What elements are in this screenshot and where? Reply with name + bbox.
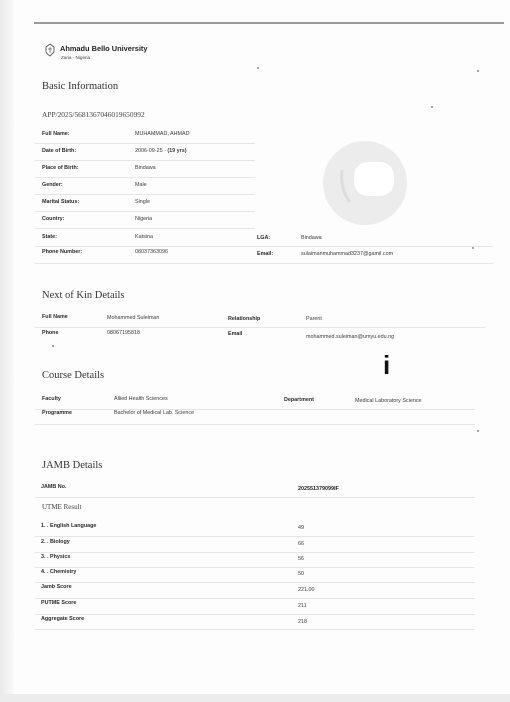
email-value: sulaimanmuhammad3237@gamil.com bbox=[301, 251, 394, 257]
marital-label: Marital Status: bbox=[42, 199, 80, 205]
university-logo-icon bbox=[44, 43, 56, 57]
subject-row bbox=[35, 520, 475, 537]
country-value: Nigeria bbox=[135, 216, 153, 222]
full-name-value: MUHAMMAD, AHMAD bbox=[135, 131, 190, 137]
age-value: (19 yrs) bbox=[167, 148, 187, 154]
row-kin-contact bbox=[35, 327, 485, 344]
state-label: State: bbox=[42, 234, 57, 240]
kin-email-value: mohammed.suleiman@umyu.edu.ng bbox=[306, 334, 395, 340]
application-number: APP/2025/5681367046019650992 bbox=[42, 110, 145, 119]
section-title-basic: Basic Information bbox=[42, 81, 119, 92]
department-label: Department bbox=[284, 397, 314, 403]
stray-mark: i bbox=[383, 350, 391, 380]
pob-value: Bindawa bbox=[135, 165, 156, 171]
kin-name-label: Full Name bbox=[42, 314, 68, 320]
faculty-value: Allied Health Sciences bbox=[114, 396, 168, 402]
scan-speck bbox=[477, 70, 479, 72]
programme-label: Programme bbox=[42, 410, 72, 416]
utme-result-title: UTME Result bbox=[42, 503, 82, 511]
full-name-label: Full Name: bbox=[42, 131, 70, 137]
row-aggregate-score bbox=[35, 613, 475, 630]
subject-score: 56 bbox=[298, 556, 304, 562]
aggregate-score-label: Aggregate Score bbox=[41, 616, 85, 622]
scan-edge-bottom bbox=[0, 694, 510, 702]
scan-speck bbox=[472, 247, 474, 249]
subject-score: 49 bbox=[298, 525, 304, 531]
scan-speck bbox=[257, 67, 259, 69]
passport-photo-placeholder bbox=[322, 140, 408, 226]
putme-score-value: 211 bbox=[298, 603, 307, 609]
section-title-jamb: JAMB Details bbox=[42, 460, 103, 471]
kin-phone-label: Phone bbox=[42, 330, 59, 336]
jamb-score-value: 221.00 bbox=[298, 587, 315, 593]
state-value: Katsina bbox=[135, 234, 153, 240]
row-phone-email bbox=[35, 247, 493, 264]
row-kin-name bbox=[35, 311, 485, 328]
row-dob bbox=[35, 144, 255, 161]
subject-label: 4. . Chemistry bbox=[41, 569, 77, 575]
row-full-name bbox=[35, 127, 255, 144]
aggregate-score-value: 218 bbox=[298, 619, 307, 625]
phone-value: 08037363096 bbox=[135, 249, 168, 255]
kin-name-value: Mohammed Suleiman bbox=[107, 315, 160, 321]
gender-value: Male bbox=[135, 182, 147, 188]
marital-value: Single bbox=[135, 199, 150, 205]
scan-edge bbox=[0, 0, 14, 702]
kin-email-label: Email bbox=[228, 331, 243, 337]
scan-speck bbox=[477, 430, 479, 432]
country-label: Country: bbox=[42, 216, 65, 222]
relationship-label: Relationship bbox=[228, 316, 261, 322]
pob-label: Place of Birth: bbox=[42, 165, 79, 171]
lga-value: Bindawa bbox=[301, 235, 322, 241]
scan-speck bbox=[52, 345, 54, 347]
top-rule bbox=[34, 22, 504, 24]
jamb-score-label: Jamb Score bbox=[41, 584, 72, 590]
row-marital bbox=[35, 195, 255, 212]
gender-label: Gender: bbox=[42, 182, 63, 188]
dob-value: 2006-09-25 - (19 yrs) bbox=[135, 148, 187, 154]
subject-label: 1. . English Language bbox=[41, 523, 97, 529]
section-title-kin: Next of Kin Details bbox=[42, 290, 125, 301]
phone-label: Phone Number: bbox=[42, 249, 83, 255]
row-jamb-no bbox=[35, 481, 475, 498]
row-gender bbox=[35, 178, 255, 195]
faculty-label: Faculty bbox=[42, 396, 61, 402]
putme-score-label: PUTME Score bbox=[41, 600, 77, 606]
row-country bbox=[35, 212, 255, 229]
lga-label: LGA: bbox=[257, 235, 271, 241]
dob-label: Date of Birth: bbox=[42, 148, 77, 154]
relationship-value: Parent bbox=[306, 316, 322, 322]
jamb-no-value: 202551379099IF bbox=[298, 486, 339, 492]
kin-phone-value: 08067195818 bbox=[107, 330, 140, 336]
row-pob bbox=[35, 161, 255, 178]
row-jamb-score bbox=[35, 582, 475, 599]
subject-label: 2. . Biology bbox=[41, 539, 70, 545]
scan-speck bbox=[431, 106, 433, 108]
subject-label: 3. . Physics bbox=[41, 554, 71, 560]
email-label: Email: bbox=[257, 251, 274, 257]
section-title-course: Course Details bbox=[42, 370, 105, 381]
subject-score: 50 bbox=[298, 571, 304, 577]
university-location: Zaria - Nigeria bbox=[61, 55, 91, 60]
programme-value: Bachelor of Medical Lab. Science bbox=[114, 410, 195, 416]
subject-score: 66 bbox=[298, 541, 304, 547]
jamb-no-label: JAMB No. bbox=[41, 484, 67, 490]
department-value: Medical Laboratory Science bbox=[355, 398, 422, 404]
subject-row bbox=[35, 566, 475, 583]
row-state-lga bbox=[35, 230, 493, 247]
row-programme bbox=[35, 408, 475, 425]
university-name: Ahmadu Bello University bbox=[60, 44, 148, 53]
